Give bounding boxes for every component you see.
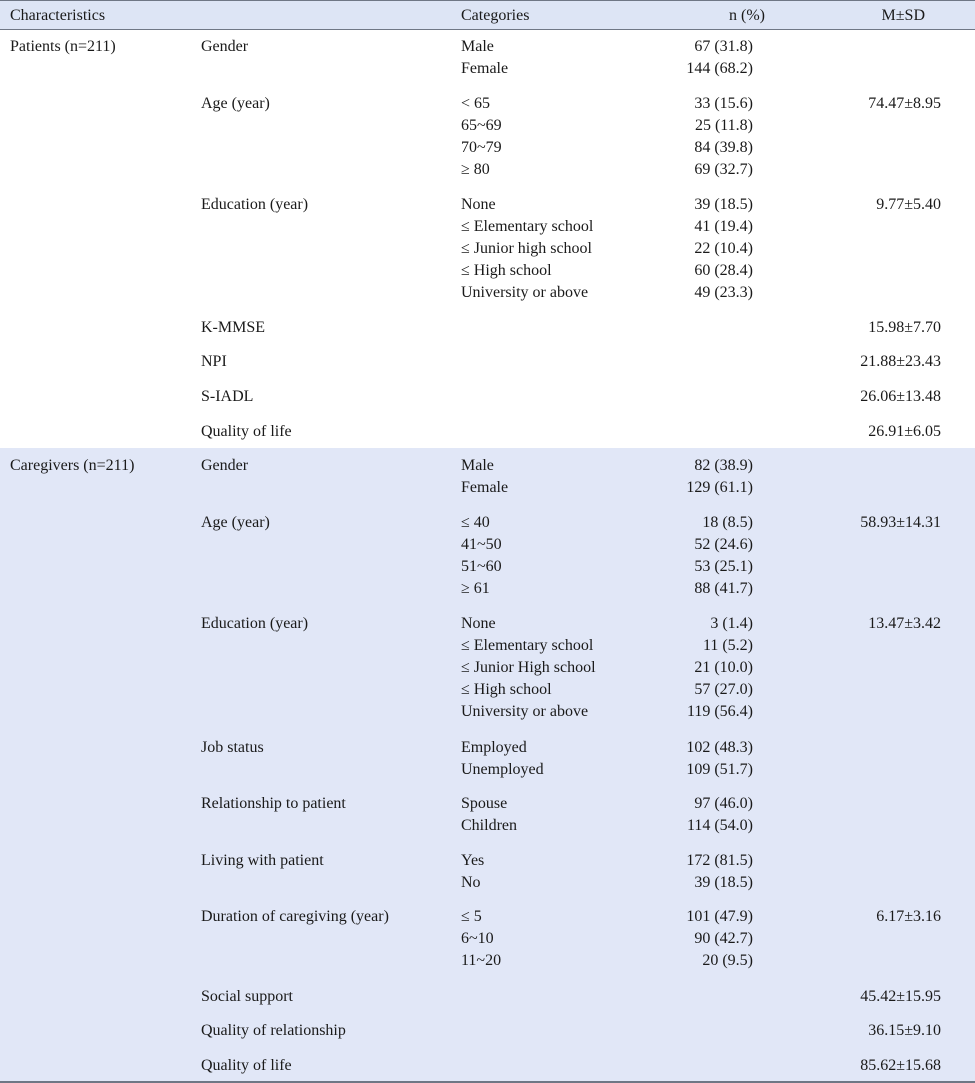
count-item: 57 (27.0) bbox=[694, 681, 753, 698]
mean-sd-value: 74.47±8.95 bbox=[868, 95, 941, 112]
count-list bbox=[694, 194, 753, 304]
category-item: None bbox=[461, 196, 496, 213]
count-item: 69 (32.7) bbox=[694, 161, 753, 178]
count-item: 114 (54.0) bbox=[686, 817, 753, 834]
row-label: Social support bbox=[201, 988, 293, 1005]
row-label: Quality of life bbox=[201, 1057, 292, 1074]
group-label-caregivers: Caregivers (n=211) bbox=[10, 457, 135, 474]
category-item: Male bbox=[461, 38, 494, 55]
category-list bbox=[461, 512, 502, 600]
category-list bbox=[461, 850, 484, 894]
count-item: 172 (81.5) bbox=[686, 852, 753, 869]
count-item: 52 (24.6) bbox=[694, 536, 753, 553]
count-item: 101 (47.9) bbox=[686, 908, 753, 925]
category-item: No bbox=[461, 874, 481, 891]
category-item: Children bbox=[461, 817, 517, 834]
count-item: 41 (19.4) bbox=[694, 218, 753, 235]
row-label: Gender bbox=[201, 38, 249, 55]
category-item: None bbox=[461, 615, 496, 632]
category-list bbox=[461, 194, 593, 304]
header-mean-sd: M±SD bbox=[881, 7, 925, 24]
count-item: 67 (31.8) bbox=[694, 38, 753, 55]
count-list bbox=[687, 793, 753, 837]
category-item: University or above bbox=[461, 284, 589, 301]
count-item: 49 (23.3) bbox=[694, 284, 753, 301]
count-list bbox=[686, 906, 753, 972]
count-item: 60 (28.4) bbox=[694, 262, 753, 279]
count-item: 102 (48.3) bbox=[686, 739, 753, 756]
mean-sd-value: 85.62±15.68 bbox=[860, 1057, 941, 1074]
category-item: ≤ High school bbox=[461, 681, 552, 698]
count-item: 18 (8.5) bbox=[702, 514, 753, 531]
category-item: ≤ Elementary school bbox=[461, 218, 594, 235]
mean-sd-value: 15.98±7.70 bbox=[868, 319, 941, 336]
count-item: 21 (10.0) bbox=[694, 659, 753, 676]
row-label: Age (year) bbox=[201, 95, 270, 112]
row-label: Quality of relationship bbox=[201, 1022, 346, 1039]
category-item: ≤ High school bbox=[461, 262, 552, 279]
count-list bbox=[686, 850, 753, 894]
row-label: K-MMSE bbox=[201, 319, 266, 336]
mean-sd-value: 26.91±6.05 bbox=[868, 423, 941, 440]
category-item: Spouse bbox=[461, 795, 508, 812]
category-list bbox=[461, 455, 508, 499]
category-list bbox=[461, 737, 544, 781]
row-label: Gender bbox=[201, 457, 249, 474]
category-item: Female bbox=[461, 479, 509, 496]
category-item: Female bbox=[461, 60, 509, 77]
category-item: ≤ 5 bbox=[461, 908, 482, 925]
count-list bbox=[686, 455, 753, 499]
category-item: ≤ Junior high school bbox=[461, 240, 592, 257]
header-categories: Categories bbox=[461, 7, 530, 24]
count-item: 88 (41.7) bbox=[694, 580, 753, 597]
mean-sd-value: 9.77±5.40 bbox=[876, 196, 941, 213]
row-label: Age (year) bbox=[201, 514, 270, 531]
category-item: 11~20 bbox=[461, 952, 502, 969]
mean-sd-value: 13.47±3.42 bbox=[868, 615, 941, 632]
category-item: 65~69 bbox=[461, 117, 502, 134]
count-item: 11 (5.2) bbox=[702, 637, 753, 654]
row-label: S-IADL bbox=[201, 388, 254, 405]
mean-sd-value: 6.17±3.16 bbox=[876, 908, 941, 925]
category-item: ≥ 61 bbox=[461, 580, 490, 597]
count-item: 82 (38.9) bbox=[694, 457, 753, 474]
header-characteristics: Characteristics bbox=[10, 7, 106, 24]
row-label: Education (year) bbox=[201, 196, 309, 213]
count-item: 25 (11.8) bbox=[694, 117, 753, 134]
category-list bbox=[461, 93, 502, 181]
count-item: 39 (18.5) bbox=[694, 196, 753, 213]
category-item: ≤ Junior High school bbox=[461, 659, 596, 676]
row-label: Relationship to patient bbox=[201, 795, 346, 812]
category-item: 6~10 bbox=[461, 930, 494, 947]
count-item: 97 (46.0) bbox=[694, 795, 753, 812]
group-label-patients: Patients (n=211) bbox=[10, 38, 116, 55]
count-item: 33 (15.6) bbox=[694, 95, 753, 112]
count-list bbox=[686, 36, 753, 80]
category-item: ≤ 40 bbox=[461, 514, 490, 531]
category-item: < 65 bbox=[461, 95, 491, 112]
row-label: Living with patient bbox=[201, 852, 324, 869]
category-list bbox=[461, 613, 596, 723]
count-item: 84 (39.8) bbox=[694, 139, 753, 156]
count-item: 129 (61.1) bbox=[686, 479, 753, 496]
count-item: 20 (9.5) bbox=[702, 952, 753, 969]
category-item: Male bbox=[461, 457, 494, 474]
category-item: 51~60 bbox=[461, 558, 502, 575]
row-label: NPI bbox=[201, 353, 227, 370]
mean-sd-value: 45.42±15.95 bbox=[860, 988, 941, 1005]
category-item: ≤ Elementary school bbox=[461, 637, 594, 654]
category-item: 70~79 bbox=[461, 139, 502, 156]
table-header bbox=[0, 0, 975, 30]
category-list bbox=[461, 906, 501, 972]
count-item: 3 (1.4) bbox=[710, 615, 753, 632]
category-list bbox=[461, 36, 508, 80]
category-item: ≥ 80 bbox=[461, 161, 490, 178]
category-list bbox=[461, 793, 517, 837]
row-label: Duration of caregiving (year) bbox=[201, 908, 389, 925]
count-item: 109 (51.7) bbox=[686, 761, 753, 778]
count-item: 119 (56.4) bbox=[686, 703, 753, 720]
count-list bbox=[694, 512, 753, 600]
count-list bbox=[686, 737, 753, 781]
count-item: 39 (18.5) bbox=[694, 874, 753, 891]
category-item: Unemployed bbox=[461, 761, 544, 778]
count-list bbox=[687, 613, 753, 723]
category-item: 41~50 bbox=[461, 536, 502, 553]
category-item: Employed bbox=[461, 739, 527, 756]
category-item: University or above bbox=[461, 703, 589, 720]
count-item: 144 (68.2) bbox=[686, 60, 753, 77]
mean-sd-value: 36.15±9.10 bbox=[868, 1022, 941, 1039]
category-item: Yes bbox=[461, 852, 485, 869]
mean-sd-value: 21.88±23.43 bbox=[860, 353, 941, 370]
count-item: 22 (10.4) bbox=[694, 240, 753, 257]
mean-sd-value: 58.93±14.31 bbox=[860, 514, 941, 531]
count-item: 90 (42.7) bbox=[694, 930, 753, 947]
mean-sd-value: 26.06±13.48 bbox=[860, 388, 941, 405]
count-list bbox=[694, 93, 753, 181]
row-label: Job status bbox=[201, 739, 264, 756]
row-label: Quality of life bbox=[201, 423, 292, 440]
header-n-percent: n (%) bbox=[729, 7, 765, 24]
row-label: Education (year) bbox=[201, 615, 309, 632]
count-item: 53 (25.1) bbox=[694, 558, 753, 575]
